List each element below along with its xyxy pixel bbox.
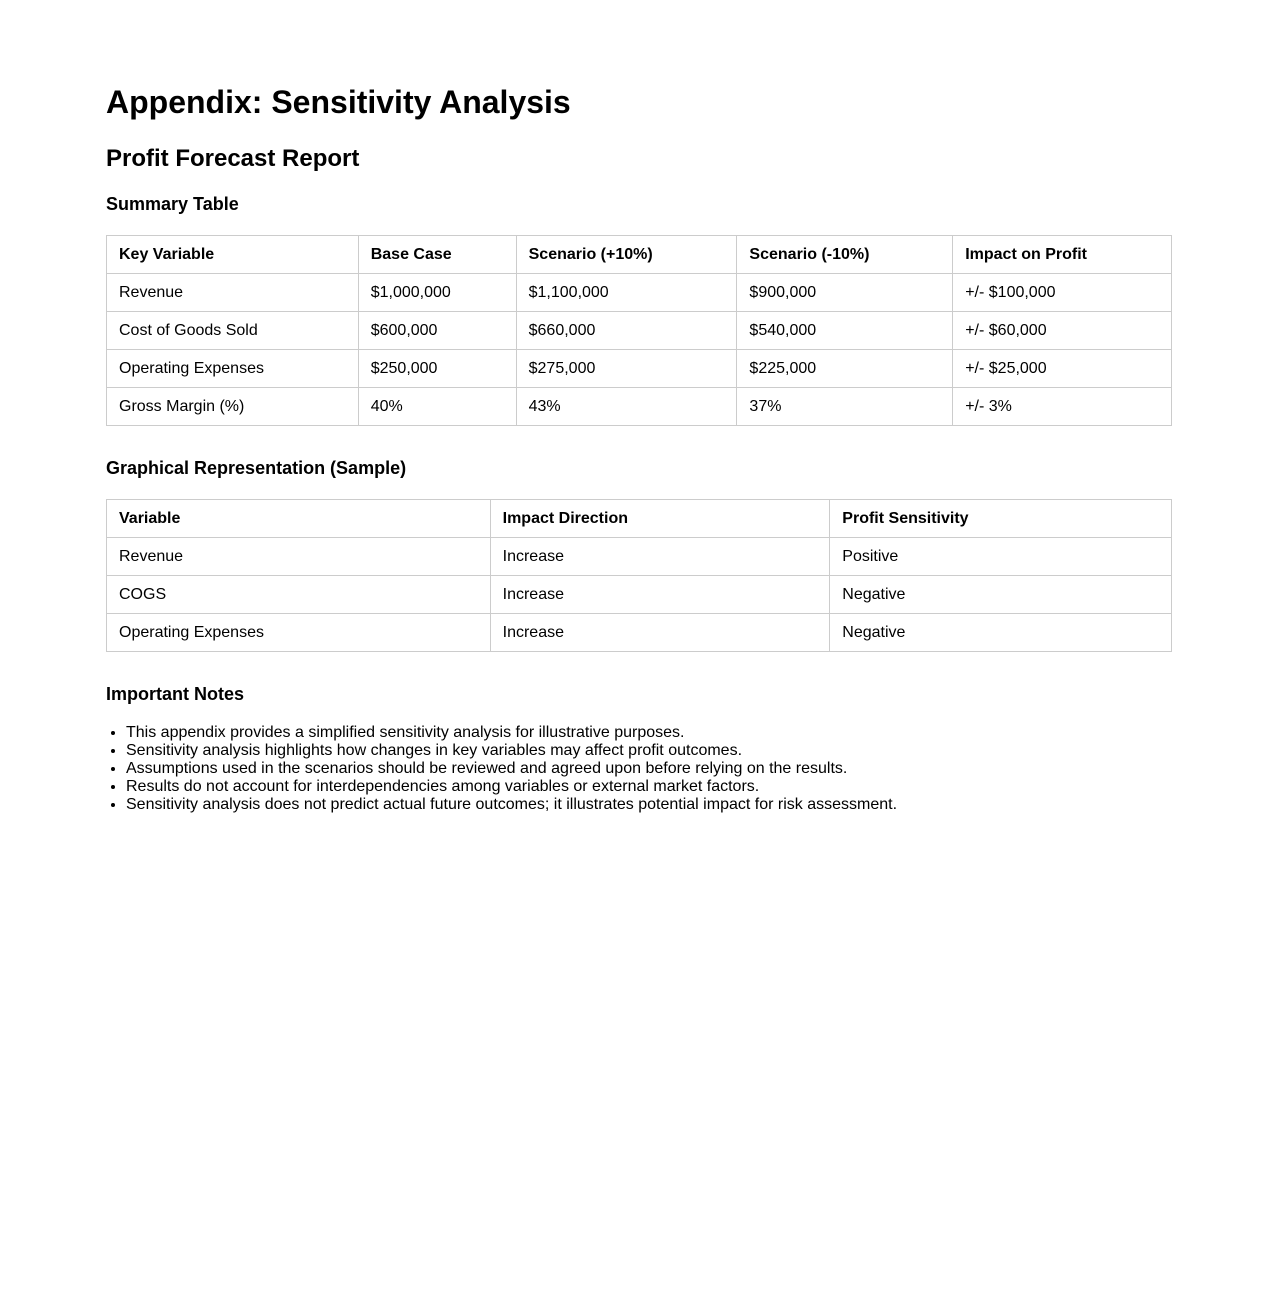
page-title: Appendix: Sensitivity Analysis <box>106 84 571 120</box>
table-cell: +/- $100,000 <box>953 274 1172 312</box>
table-cell: +/- $60,000 <box>953 312 1172 350</box>
table-cell: Increase <box>490 576 830 614</box>
graphical-table <box>106 499 1172 652</box>
graphical-col-header: Profit Sensitivity <box>830 500 1172 538</box>
table-cell: Cost of Goods Sold <box>107 312 359 350</box>
table-row <box>107 576 1172 614</box>
table-cell: 43% <box>516 388 737 426</box>
table-cell: $275,000 <box>516 350 737 388</box>
notes-list <box>106 724 1172 814</box>
table-cell: Revenue <box>107 274 359 312</box>
list-item: • Assumptions used in the scenarios should be reviewed and agreed upon before relying on the results. <box>126 760 1172 778</box>
graphical-header-row <box>107 500 1172 538</box>
table-cell: $1,000,000 <box>358 274 516 312</box>
table-cell: Operating Expenses <box>107 350 359 388</box>
table-cell: 37% <box>737 388 953 426</box>
notes-heading: Important Notes <box>106 684 245 704</box>
table-cell: $250,000 <box>358 350 516 388</box>
table-row <box>107 312 1172 350</box>
table-cell: Gross Margin (%) <box>107 388 359 426</box>
table-cell: COGS <box>107 576 491 614</box>
table-row <box>107 274 1172 312</box>
table-row <box>107 538 1172 576</box>
table-cell: Negative <box>830 576 1172 614</box>
summary-header-row <box>107 236 1172 274</box>
table-cell: $1,100,000 <box>516 274 737 312</box>
table-row <box>107 350 1172 388</box>
list-item: • Results do not account for interdependencies among variables or external market factors. <box>126 778 1172 796</box>
report-subtitle: Profit Forecast Report <box>106 145 360 172</box>
graphical-col-header: Variable <box>107 500 491 538</box>
list-item: • This appendix provides a simplified sensitivity analysis for illustrative purposes. <box>126 724 1172 742</box>
table-cell: $600,000 <box>358 312 516 350</box>
table-row <box>107 388 1172 426</box>
summary-table <box>106 235 1172 426</box>
table-cell: $660,000 <box>516 312 737 350</box>
list-item: • Sensitivity analysis does not predict actual future outcomes; it illustrates potential impact for risk assessment. <box>126 796 1172 814</box>
table-cell: Increase <box>490 614 830 652</box>
graphical-heading: Graphical Representation (Sample) <box>106 458 407 478</box>
graphical-col-header: Impact Direction <box>490 500 830 538</box>
summary-col-header: Scenario (+10%) <box>516 236 737 274</box>
summary-col-header: Scenario (-10%) <box>737 236 953 274</box>
summary-col-header: Base Case <box>358 236 516 274</box>
table-cell: Negative <box>830 614 1172 652</box>
summary-heading: Summary Table <box>106 194 239 214</box>
summary-col-header: Key Variable <box>107 236 359 274</box>
table-cell: Increase <box>490 538 830 576</box>
table-cell: Positive <box>830 538 1172 576</box>
table-cell: Operating Expenses <box>107 614 491 652</box>
table-cell: +/- $25,000 <box>953 350 1172 388</box>
table-cell: Revenue <box>107 538 491 576</box>
summary-col-header: Impact on Profit <box>953 236 1172 274</box>
table-cell: +/- 3% <box>953 388 1172 426</box>
table-row <box>107 614 1172 652</box>
table-cell: $540,000 <box>737 312 953 350</box>
table-cell: $225,000 <box>737 350 953 388</box>
table-cell: 40% <box>358 388 516 426</box>
list-item: • Sensitivity analysis highlights how changes in key variables may affect profit outcomes. <box>126 742 1172 760</box>
table-cell: $900,000 <box>737 274 953 312</box>
